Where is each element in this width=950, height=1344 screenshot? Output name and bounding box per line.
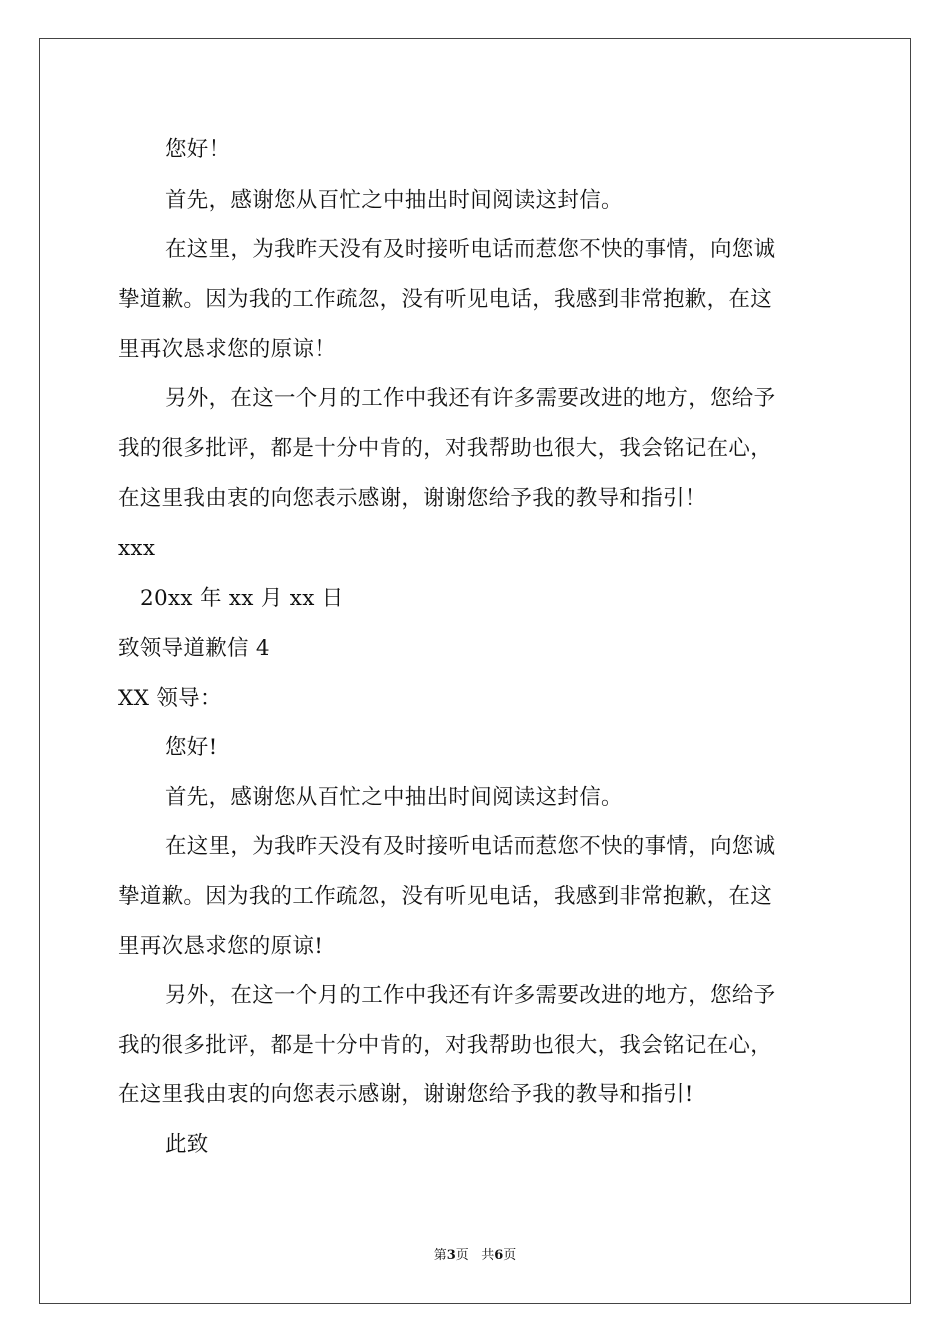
footer-total-prefix: 共 [481, 1248, 495, 1263]
body-line: 挚道歉。因为我的工作疏忽，没有听见电话，我感到非常抱歉，在这 [118, 287, 773, 312]
body-line: 在这里我由衷的向您表示感谢，谢谢您给予我的教导和指引! [118, 1082, 694, 1107]
body-line: 在这里我由衷的向您表示感谢，谢谢您给予我的教导和指引！ [118, 486, 707, 511]
greeting-line: 您好! [165, 735, 218, 760]
signature-line: xxx [118, 536, 156, 561]
greeting-line: 您好！ [165, 137, 231, 162]
salutation-line: XX 领导： [118, 686, 222, 711]
page-footer [0, 1247, 950, 1265]
body-line: 我的很多批评，都是十分中肯的，对我帮助也很大，我会铭记在心， [118, 1033, 773, 1058]
footer-prefix: 第 [433, 1248, 447, 1263]
body-line: 在这里，为我昨天没有及时接听电话而惹您不快的事情，向您诚 [165, 237, 776, 262]
body-line: 另外，在这一个月的工作中我还有许多需要改进的地方，您给予 [165, 386, 776, 411]
body-line: 里再次恳求您的原谅！ [118, 337, 337, 362]
page-frame [39, 38, 911, 1304]
body-line: 首先，感谢您从百忙之中抽出时间阅读这封信。 [165, 188, 623, 213]
footer-page-suffix: 页 [455, 1248, 469, 1263]
closing-line: 此致 [165, 1132, 209, 1157]
current-page-number: 3 [446, 1248, 456, 1263]
body-line: 首先，感谢您从百忙之中抽出时间阅读这封信。 [165, 785, 623, 810]
body-line: 我的很多批评，都是十分中肯的，对我帮助也很大，我会铭记在心， [118, 436, 773, 461]
body-line: 另外，在这一个月的工作中我还有许多需要改进的地方，您给予 [165, 983, 776, 1008]
body-line: 在这里，为我昨天没有及时接听电话而惹您不快的事情，向您诚 [165, 834, 776, 859]
footer-total-suffix: 页 [503, 1248, 517, 1263]
date-line: 20xx 年 xx 月 xx 日 [140, 586, 344, 611]
section-title: 致领导道歉信 4 [118, 636, 270, 661]
body-line: 里再次恳求您的原谅! [118, 934, 324, 959]
total-pages-number: 6 [494, 1248, 504, 1263]
body-line: 挚道歉。因为我的工作疏忽，没有听见电话，我感到非常抱歉，在这 [118, 884, 773, 909]
